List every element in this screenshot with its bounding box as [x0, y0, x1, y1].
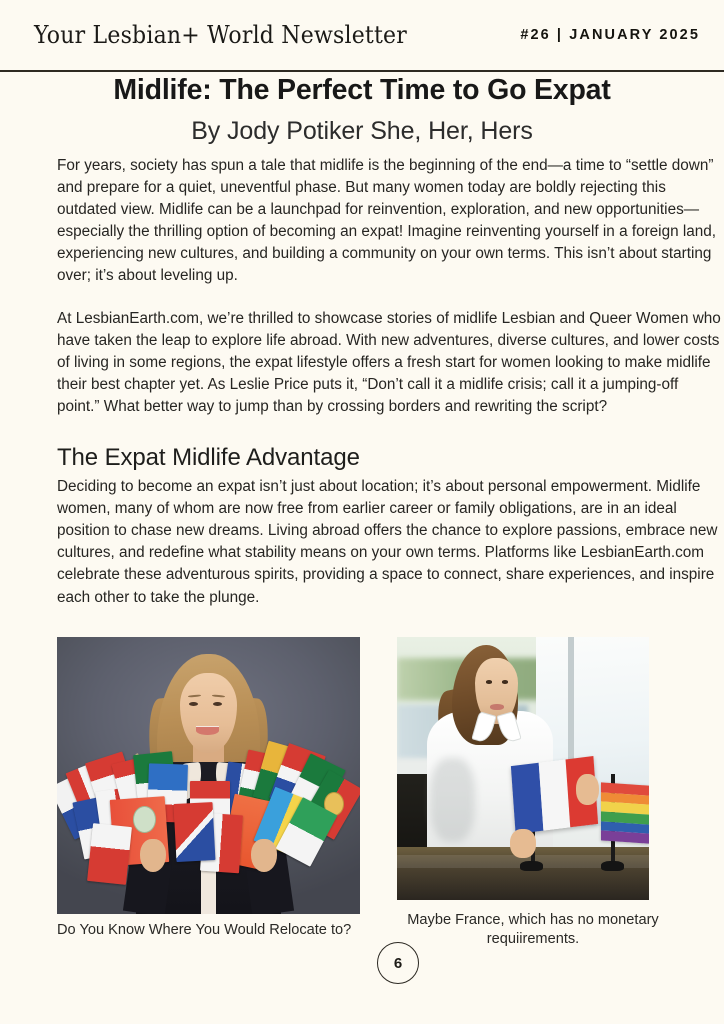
flag [174, 802, 216, 862]
eye-left [486, 680, 493, 683]
page-number [377, 942, 419, 984]
figure-right-caption: Maybe France, which has no monetary requiirements. [407, 912, 659, 947]
photo-woman-with-french-flag [397, 637, 649, 900]
photo-woman-with-flags [57, 637, 360, 914]
eye-right [502, 680, 509, 683]
lips [490, 704, 504, 710]
hand-lower [510, 829, 535, 858]
figure-right [397, 637, 649, 900]
article-byline: By Jody Potiker She, Her, Hers [191, 117, 533, 145]
paragraph-3: Deciding to become an expat isn’t just about location; it’s about personal empowerment. Midlife women, many of whom are now free from earlier career or family obligations, are in an ideal position to chase new dreams. Living abroad offers the chance to explore passions, embrace new cultures, and redefine what stability means on your own terms. Platforms like LesbianEarth.com celebrate these adventurous spirits, providing a space to connect, share experiences, and inspire each other to take the plunge. [57, 478, 718, 606]
newsletter-title: Your Lesbian+ World Newsletter [34, 21, 407, 49]
flag-stand-base [520, 861, 543, 872]
issue-label: #26 | JANUARY 2025 [520, 27, 700, 43]
figure-left-caption: Do You Know Where You Would Relocate to? [57, 922, 352, 938]
shirt-shadow [430, 758, 475, 842]
flag-stand-base [601, 861, 624, 872]
article-headline: Midlife: The Perfect Time to Go Expat [113, 74, 611, 106]
paragraph-2: At LesbianEarth.com, we’re thrilled to showcase stories of midlife Lesbian and Queer Women who have taken the leap to explore life abroad. With new adventures, diverse cultures, and lower costs of living in some regions, the expat lifestyle offers a fresh start for women looking to make midlife their best chapter yet. As Leslie Price puts it, “Don’t call it a midlife crisis; call it a jumping-off point.” What better way to jump than by crossing borders and rewriting the script? [57, 309, 721, 415]
flag [87, 823, 132, 885]
masthead [0, 0, 724, 70]
figure-left [57, 637, 360, 914]
article-body [57, 155, 723, 609]
paragraph-1: For years, society has spun a tale that midlife is the beginning of the end—a time to “settle down” and prepare for a quiet, uneventful phase. But many women today are boldly rejecting this outdated view. Midlife can be a launchpad for reinvention, exploration, and new opportunities—especially the thrilling option of becoming an expat! Imagine reinventing yourself in a foreign land, experiencing new cultures, and building a community on your own terms. This isn’t about starting over; it’s about leveling up. [57, 157, 717, 285]
page-number-value: 6 [393, 954, 403, 972]
flag-emblem [133, 806, 156, 833]
section-subheading: The Expat Midlife Advantage [57, 444, 360, 472]
hand-upper [576, 774, 599, 806]
pride-flag [601, 783, 649, 844]
header-divider [0, 70, 724, 72]
hand-right [251, 839, 277, 872]
